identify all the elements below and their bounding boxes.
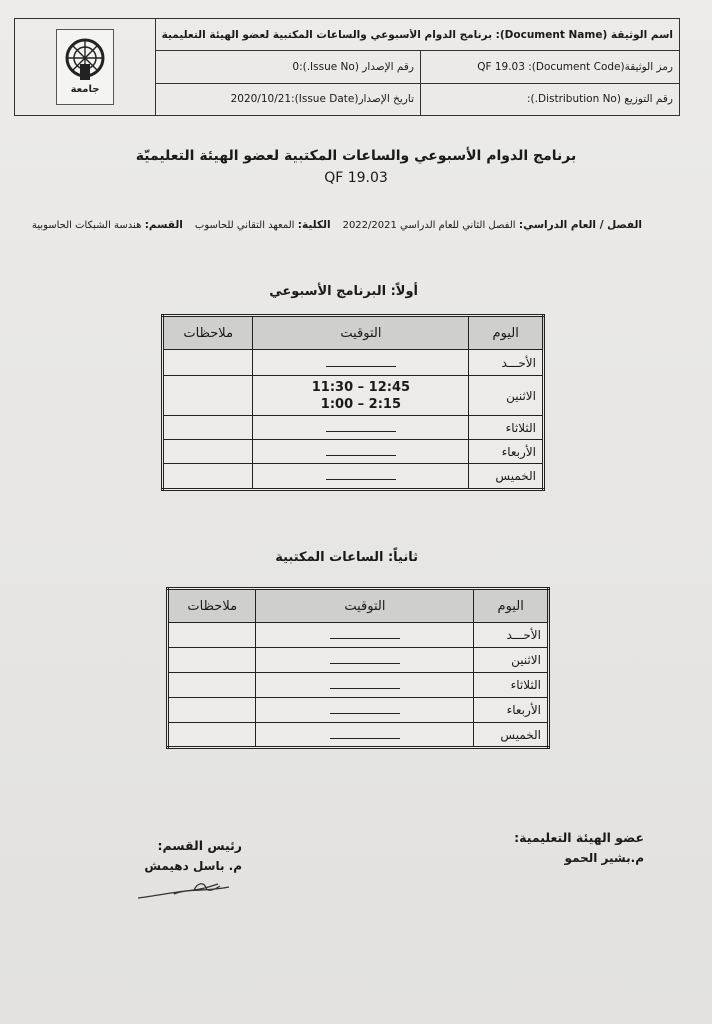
head-role: رئيس القسم: bbox=[157, 838, 242, 853]
weekly-notes bbox=[163, 464, 253, 490]
office-notes bbox=[168, 673, 256, 698]
table-row bbox=[163, 464, 544, 490]
office-header-time: التوقيت bbox=[256, 589, 474, 623]
office-time bbox=[256, 698, 474, 723]
member-signature-block bbox=[514, 830, 644, 865]
weekly-day: الأربعاء bbox=[469, 440, 544, 464]
header-info bbox=[156, 19, 679, 115]
weekly-day: الأحـــد bbox=[469, 350, 544, 376]
blank-line bbox=[330, 628, 400, 639]
office-day: الاثنين bbox=[474, 648, 549, 673]
blank-line bbox=[330, 728, 400, 739]
weekly-table bbox=[161, 314, 545, 491]
weekly-notes bbox=[163, 350, 253, 376]
office-time bbox=[256, 623, 474, 648]
table-row bbox=[163, 376, 544, 416]
blank-line bbox=[326, 445, 396, 456]
weekly-day: الاثنين bbox=[469, 376, 544, 416]
document-name: اسم الوثيقة (Document Name): برنامج الدوام الأسبوعي والساعات المكتبية لعضو الهيئة التعليمية bbox=[161, 28, 673, 41]
time-slot-2: 1:00 – 2:15 bbox=[320, 396, 402, 412]
faculty-value: المعهد التقاني للحاسوب bbox=[194, 220, 295, 231]
weekly-day: الثلاثاء bbox=[469, 416, 544, 440]
issue-date: تاريخ الإصدار(Issue Date):2020/10/21 bbox=[230, 93, 414, 106]
table-row bbox=[163, 416, 544, 440]
office-header-notes: ملاحظات bbox=[168, 589, 256, 623]
office-day: الخميس bbox=[474, 723, 549, 748]
member-name: م.بشير الحمو bbox=[564, 851, 644, 865]
blank-line bbox=[330, 703, 400, 714]
table-row bbox=[168, 723, 549, 748]
office-table bbox=[166, 587, 550, 749]
head-name: م. باسل دهيمش bbox=[144, 859, 242, 873]
document-header bbox=[14, 18, 680, 116]
member-role: عضو الهيئة التعليمية: bbox=[514, 830, 644, 845]
weekly-time bbox=[253, 350, 469, 376]
distribution-no: رقم التوزيع (Distribution No.): bbox=[420, 84, 679, 115]
head-signature-block bbox=[144, 838, 242, 873]
weekly-header-notes: ملاحظات bbox=[163, 316, 253, 350]
page-title: برنامج الدوام الأسبوعي والساعات المكتبية لعضو الهيئة التعليميّة bbox=[135, 148, 577, 164]
weekly-notes bbox=[163, 440, 253, 464]
office-heading: ثانياً: الساعات المكتبية bbox=[275, 550, 418, 565]
table-row bbox=[163, 440, 544, 464]
weekly-header-time: التوقيت bbox=[253, 316, 469, 350]
office-notes bbox=[168, 648, 256, 673]
office-time bbox=[256, 723, 474, 748]
university-logo bbox=[56, 29, 114, 105]
weekly-notes bbox=[163, 416, 253, 440]
weekly-time bbox=[253, 464, 469, 490]
svg-text:جامعة: جامعة bbox=[70, 84, 100, 95]
office-notes bbox=[168, 623, 256, 648]
table-row bbox=[168, 673, 549, 698]
office-header-day: اليوم bbox=[474, 589, 549, 623]
weekly-day: الخميس bbox=[469, 464, 544, 490]
faculty-label: الكلية: bbox=[297, 219, 331, 231]
office-time bbox=[256, 673, 474, 698]
semester-value: الفصل الثاني للعام الدراسي 2022/2021 bbox=[342, 220, 516, 231]
handwritten-signature bbox=[134, 878, 246, 904]
office-notes bbox=[168, 723, 256, 748]
weekly-time bbox=[253, 416, 469, 440]
table-row bbox=[168, 623, 549, 648]
header-row-name bbox=[156, 19, 679, 51]
document-code: رمز الوثيقة(Document Code): QF 19.03 bbox=[420, 51, 679, 82]
blank-line bbox=[330, 678, 400, 689]
semester-label: الفصل / العام الدراسي: bbox=[518, 219, 642, 231]
header-row-date bbox=[156, 84, 679, 115]
blank-line bbox=[326, 356, 396, 367]
office-day: الثلاثاء bbox=[474, 673, 549, 698]
office-notes bbox=[168, 698, 256, 723]
logo-cell bbox=[15, 19, 156, 115]
table-row bbox=[168, 698, 549, 723]
course-meta bbox=[31, 219, 642, 231]
weekly-header-row bbox=[163, 316, 544, 350]
issue-no: رقم الإصدار (Issue No.):0 bbox=[292, 60, 414, 73]
weekly-header-day: اليوم bbox=[469, 316, 544, 350]
office-time bbox=[256, 648, 474, 673]
table-row bbox=[168, 648, 549, 673]
form-code: QF 19.03 bbox=[324, 170, 388, 186]
weekly-time bbox=[253, 376, 469, 416]
weekly-notes bbox=[163, 376, 253, 416]
blank-line bbox=[326, 421, 396, 432]
time-slot-1: 11:30 – 12:45 bbox=[311, 379, 411, 395]
header-row-code bbox=[156, 51, 679, 83]
department-value: هندسة الشبكات الحاسوبية bbox=[31, 220, 142, 231]
table-row bbox=[163, 350, 544, 376]
weekly-time bbox=[253, 440, 469, 464]
blank-line bbox=[330, 653, 400, 664]
office-header-row bbox=[168, 589, 549, 623]
blank-line bbox=[326, 469, 396, 480]
department-label: القسم: bbox=[144, 219, 183, 231]
office-day: الأحـــد bbox=[474, 623, 549, 648]
office-day: الأربعاء bbox=[474, 698, 549, 723]
weekly-heading: أولاً: البرنامج الأسبوعي bbox=[269, 284, 418, 299]
